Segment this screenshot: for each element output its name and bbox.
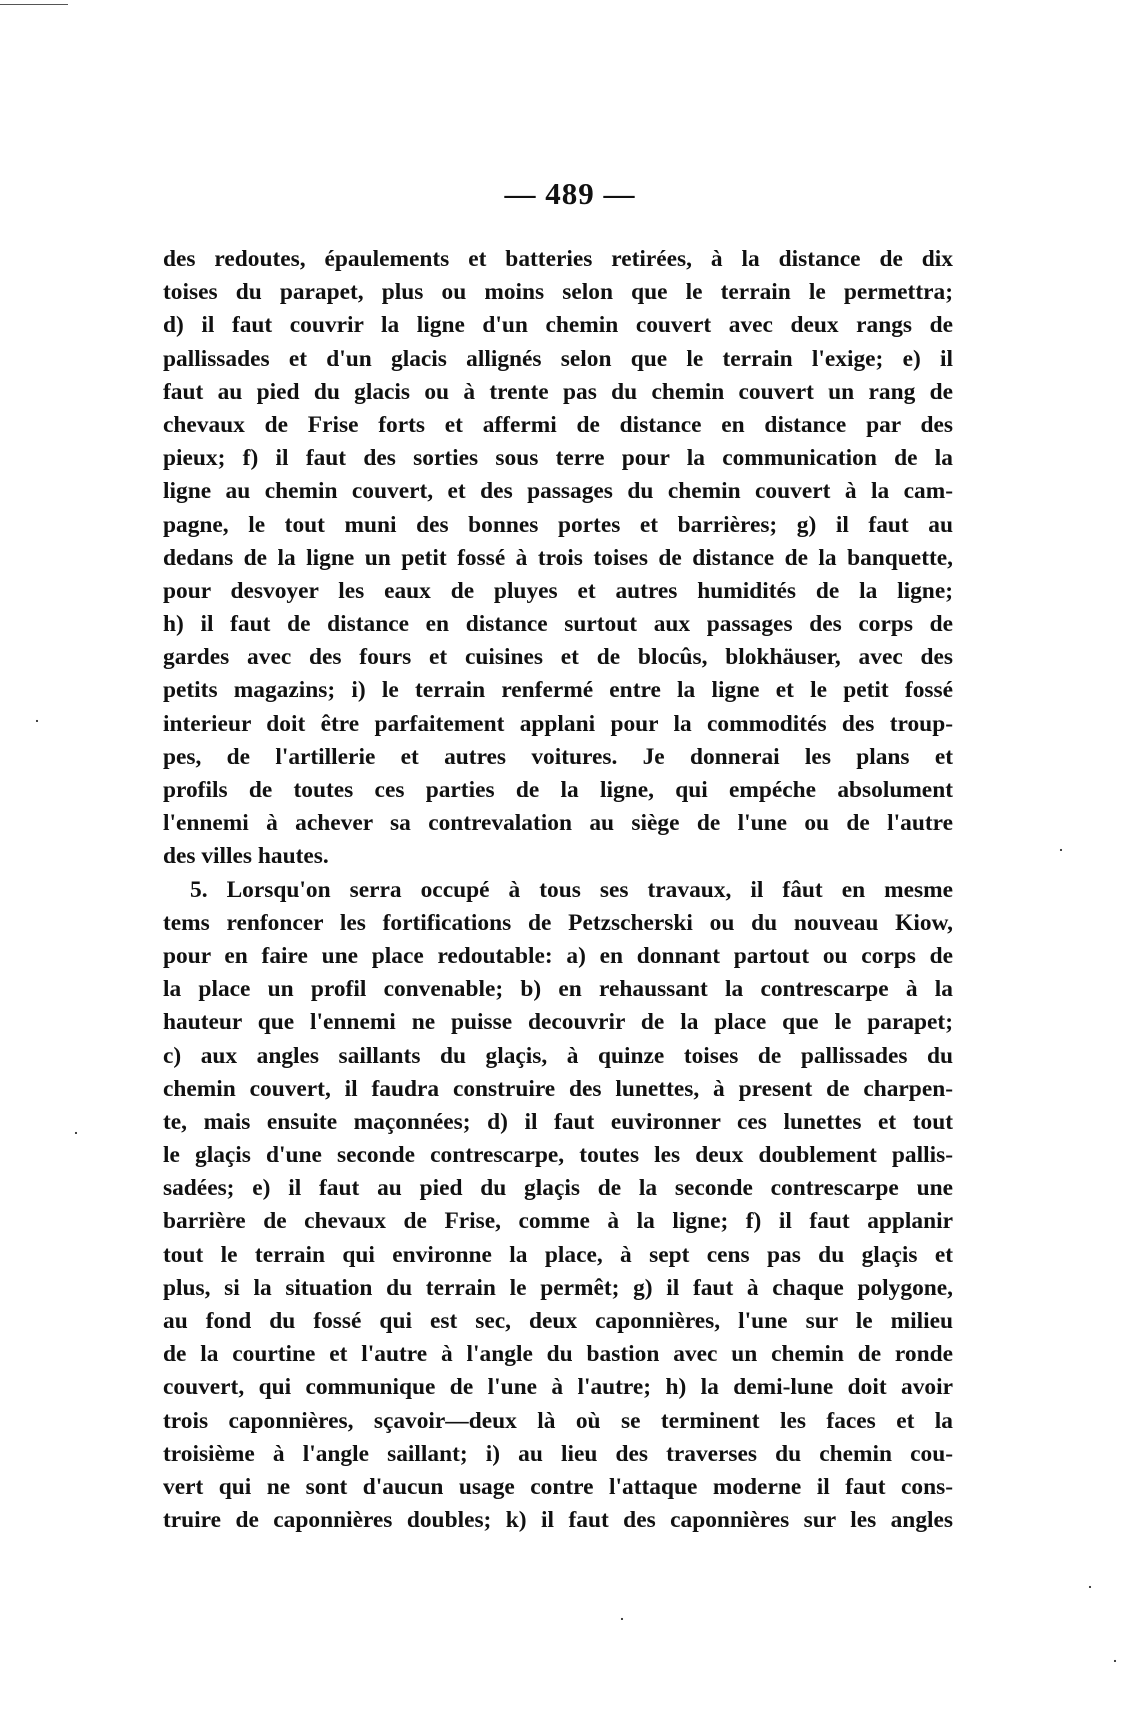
text-line: pieux; f) il faut des sorties sous terre pour la communication de la [163, 445, 953, 472]
text-line: trois caponnières, sçavoir—deux là où se terminent les faces et la [163, 1407, 953, 1434]
text-line: sadées; e) il faut au pied du glaçis de la seconde contrescarpe une [163, 1175, 953, 1202]
text-line: couvert, qui communique de l'une à l'autre; h) la demi-lune doit avoir [163, 1374, 953, 1401]
text-line: des villes hautes. [163, 843, 329, 870]
text-line: gardes avec des fours et cuisines et de blocûs, blokhäuser, avec des [163, 644, 953, 671]
text-line: petits magazins; i) le terrain renfermé entre la ligne et le petit fossé [163, 677, 953, 704]
text-line: pallissades et d'un glacis allignés selon que le terrain l'exige; e) il [163, 345, 953, 372]
text-line: pour desvoyer les eaux de pluyes et autres humidités de la ligne; [163, 577, 953, 604]
text-line: dedans de la ligne un petit fossé à trois toises de distance de la banquette, [163, 544, 953, 571]
text-line: le glaçis d'une seconde contrescarpe, toutes les deux doublement pallis- [163, 1142, 953, 1169]
text-line: chemin couvert, il faudra construire des lunettes, à present de charpen- [163, 1075, 953, 1102]
text-line: des redoutes, épaulements et batteries retirées, à la distance de dix [163, 246, 953, 272]
page-number: — 489 — [504, 176, 636, 211]
text-line: tout le terrain qui environne la place, à sept cens pas du glaçis et [163, 1241, 953, 1268]
text-line: la place un profil convenable; b) en rehaussant la contrescarpe à la [163, 976, 953, 1003]
text-line: 5. Lorsqu'on serra occupé à tous ses travaux, il fâut en mesme [190, 876, 953, 903]
text-line: troisième à l'angle saillant; i) au lieu des traverses du chemin cou- [163, 1440, 953, 1467]
text-line: pour en faire une place redoutable: a) en donnant partout ou corps de [163, 942, 953, 969]
text-line: chevaux de Frise forts et affermi de distance en distance par des [163, 411, 953, 438]
scan-speck: · [1058, 840, 1064, 860]
text-line: toises du parapet, plus ou moins selon que le terrain le permettra; [163, 279, 953, 306]
text-line: barrière de chevaux de Frise, comme à la ligne; f) il faut applanir [163, 1208, 953, 1235]
text-line: c) aux angles saillants du glaçis, à quinze toises de pallissades du [163, 1042, 953, 1069]
text-line: pes, de l'artillerie et autres voitures. Je donnerai les plans et [163, 743, 953, 770]
text-line: h) il faut de distance en distance surtout aux passages des corps de [163, 611, 953, 638]
scan-speck: · [1087, 1577, 1093, 1597]
text-line: profils de toutes ces parties de la ligne, qui empéche absolument [163, 777, 953, 803]
text-line: au fond du fossé qui est sec, deux caponnières, l'une sur le milieu [163, 1308, 953, 1334]
text-line: d) il faut couvrir la ligne d'un chemin couvert avec deux rangs de [163, 312, 953, 339]
scan-speck: · [1112, 1651, 1118, 1671]
text-line: faut au pied du glacis ou à trente pas du chemin couvert un rang de [163, 378, 953, 405]
text-line: interieur doit être parfaitement applani pour la commodités des troup- [163, 710, 953, 737]
text-line: truire de caponnières doubles; k) il faut des caponnières sur les angles [163, 1507, 953, 1534]
scan-speck: · [619, 1609, 625, 1629]
scan-speck: · [34, 711, 40, 731]
text-line: ligne au chemin couvert, et des passages du chemin couvert à la cam- [163, 478, 953, 505]
text-line: vert qui ne sont d'aucun usage contre l'attaque moderne il faut cons- [163, 1473, 953, 1500]
scan-speck: · [73, 1123, 79, 1143]
text-line: tems renfoncer les fortifications de Petzscherski ou du nouveau Kiow, [163, 909, 953, 936]
text-line: plus, si la situation du terrain le permêt; g) il faut à chaque polygone, [163, 1274, 953, 1301]
text-line: l'ennemi à achever sa contrevalation au siège de l'une ou de l'autre [163, 810, 953, 837]
text-line: hauteur que l'ennemi ne puisse decouvrir de la place que le parapet; [163, 1009, 953, 1036]
text-line: pagne, le tout muni des bonnes portes et barrières; g) il faut au [163, 511, 953, 538]
text-line: te, mais ensuite maçonnées; d) il faut euvironner ces lunettes et tout [163, 1108, 953, 1135]
top-rule [0, 4, 68, 5]
body-text [163, 243, 953, 1537]
text-line: de la courtine et l'autre à l'angle du bastion avec un chemin de ronde [163, 1341, 953, 1368]
